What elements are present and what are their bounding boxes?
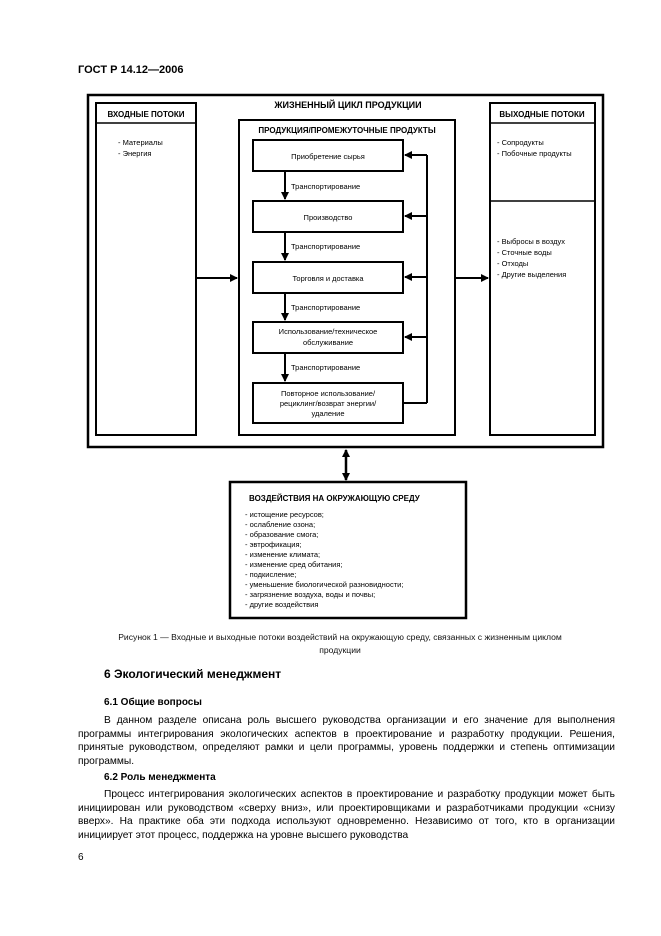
section-6-1-text: В данном разделе описана роль высшего руководства организации и его значение для выполнения программы интегрирования экологических аспектов в проектирование и разработку продукции. Решения, принятые руководством, определяют рамки и цели программы, уровень поддержки и степень оптимизации программы. [78, 715, 615, 767]
stage-text: Приобретение сырья [291, 152, 365, 161]
figure-caption [70, 631, 610, 657]
transport-label: Транспортирование [291, 303, 361, 312]
input-item-materials: - Материалы [118, 138, 163, 147]
page-number: 6 [78, 852, 84, 863]
output-item: - Другие выделения [497, 270, 567, 279]
stage-text: Производство [303, 213, 353, 222]
output-flows-title: ВЫХОДНЫЕ ПОТОКИ [499, 110, 585, 119]
impact-item: - другие воздействия [245, 600, 319, 609]
impact-item: - изменение сред обитания; [245, 560, 343, 569]
transport-label: Транспортирование [291, 363, 361, 372]
output-item: - Выбросы в воздух [497, 237, 566, 246]
environment-title: ВОЗДЕЙСТВИЯ НА ОКРУЖАЮЩУЮ СРЕДУ [249, 494, 420, 503]
impact-item: - уменьшение биологической разновидности; [245, 580, 404, 589]
stage-text: Использование/техническое [278, 327, 378, 336]
impact-item: - изменение климата; [245, 550, 321, 559]
transport-label: Транспортирование [291, 242, 361, 251]
input-item-energy: - Энергия [118, 149, 152, 158]
output-item: - Побочные продукты [497, 149, 572, 158]
products-title: ПРОДУКЦИЯ/ПРОМЕЖУТОЧНЫЕ ПРОДУКТЫ [258, 126, 436, 135]
output-item: - Отходы [497, 259, 529, 268]
impact-item: - ослабление озона; [245, 520, 316, 529]
output-item: - Сточные воды [497, 248, 552, 257]
section-6-1-title: 6.1 Общие вопросы [104, 697, 202, 708]
stage-text: удаление [311, 409, 345, 418]
impact-item: - загрязнение воздуха, воды и почвы; [245, 590, 376, 599]
section-6-2-title: 6.2 Роль менеджмента [104, 772, 216, 783]
section-6-title: 6 Экологический менеджмент [104, 667, 282, 681]
stage-text: Повторное использование/ [280, 389, 376, 398]
impact-item: - образование смога; [245, 530, 319, 539]
lifecycle-title: ЖИЗНЕННЫЙ ЦИКЛ ПРОДУКЦИИ [274, 100, 422, 110]
impact-item: - эвтрофикация; [245, 540, 302, 549]
stage-text: обслуживание [302, 338, 354, 347]
caption-line: Рисунок 1 — Входные и выходные потоки воздействий на окружающую среду, связанных с жизненным циклом [118, 632, 562, 642]
transport-label: Транспортирование [291, 182, 361, 191]
impact-item: - подкисление; [245, 570, 297, 579]
output-item: - Сопродукты [497, 138, 544, 147]
impact-item: - истощение ресурсов; [245, 510, 324, 519]
stage-text: Торговля и доставка [292, 274, 364, 283]
section-6-2-text: Процесс интегрирования экологических аспектов в проектирование и разработку продукции может быть инициирован или руководством «сверху вниз», или проектировщиками и разработчиками продукции «снизу вверх». На практике оба эти подхода используют одновременно. Независимо от того, кто в организации инициирует этот процесс, поддержка на уровне высшего руководства [78, 789, 615, 841]
caption-line: продукции [319, 645, 361, 655]
standard-code: ГОСТ Р 14.12—2006 [78, 64, 184, 76]
stage-text: рециклинг/возврат энергии/ [279, 399, 377, 408]
input-flows-title: ВХОДНЫЕ ПОТОКИ [107, 110, 185, 119]
